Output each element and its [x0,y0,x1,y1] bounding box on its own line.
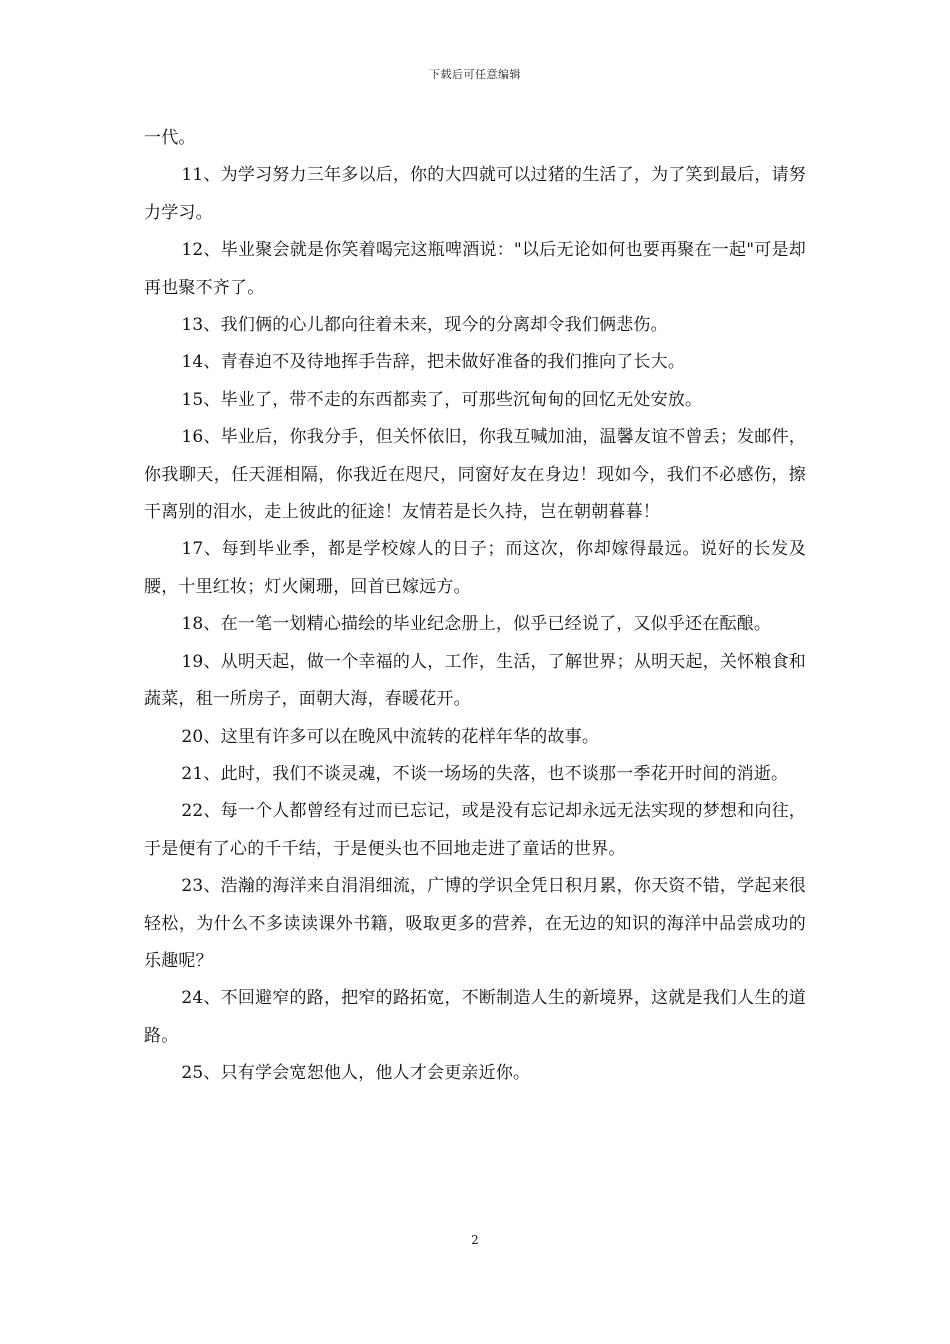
paragraph: 18、在一笔一划精心描绘的毕业纪念册上，似乎已经说了，又似乎还在酝酿。 [181,614,772,635]
paragraph: 20、这里有许多可以在晚风中流转的花样年华的故事。 [181,726,600,747]
paragraph: 19、从明天起，做一个幸福的人，工作，生活，了解世界；从明天起，关怀粮食和蔬菜，租一所房子，面朝大海，春暖花开。 [144,651,806,710]
paragraph: 22、每一个人都曾经有过而已忘记，或是没有忘记却永远无法实现的梦想和向往，于是便有了心的千千结，于是便头也不回地走进了童话的世界。 [144,801,806,859]
paragraph: 25、只有学会宽恕他人，他人才会更亲近你。 [181,1063,531,1084]
body-text [144,120,806,1093]
paragraph: 11、为学习努力三年多以后，你的大四就可以过猪的生活了，为了笑到最后，请努力学习。 [144,165,806,223]
paragraph: 14、青春迫不及待地挥手告辞，把未做好准备的我们推向了长大。 [181,352,686,373]
paragraph: 一代。 [144,128,196,148]
paragraph: 17、每到毕业季，都是学校嫁人的日子；而这次，你却嫁得最远。说好的长发及腰，十里红妆；灯火阑珊，回首已嫁远方。 [144,539,806,597]
paragraph: 23、浩瀚的海洋来自涓涓细流，广博的学识全凭日积月累，你天资不错，学起来很轻松，为什么不多读读课外书籍，吸取更多的营养，在无边的知识的海洋中品尝成功的乐趣呢？ [144,876,806,971]
paragraph: 16、毕业后，你我分手，但关怀依旧，你我互喊加油，温馨友谊不曾丢；发邮件，你我聊天，任天涯相隔，你我近在咫尺，同窗好友在身边！现如今，我们不必感伤，擦干离别的泪水，走上彼此的征途！友情若是长久持，岂在朝朝暮暮！ [144,427,806,523]
paragraph: 13、我们俩的心儿都向往着未来，现今的分离却令我们俩悲伤。 [181,315,668,336]
paragraph: 15、毕业了，带不走的东西都卖了，可那些沉甸甸的回忆无处安放。 [181,389,703,410]
paragraph: 24、不回避窄的路，把窄的路拓宽，不断制造人生的新境界，这就是我们人生的道路。 [144,988,806,1046]
paragraph: 12、毕业聚会就是你笑着喝完这瓶啤酒说："以后无论如何也要再聚在一起"可是却再也聚不齐了。 [144,240,806,298]
paragraph: 21、此时，我们不谈灵魂，不谈一场场的失落，也不谈那一季花开时间的消逝。 [181,763,789,784]
page-number: 2 [471,1233,479,1247]
page-header: 下载后可任意编辑 [429,68,521,81]
